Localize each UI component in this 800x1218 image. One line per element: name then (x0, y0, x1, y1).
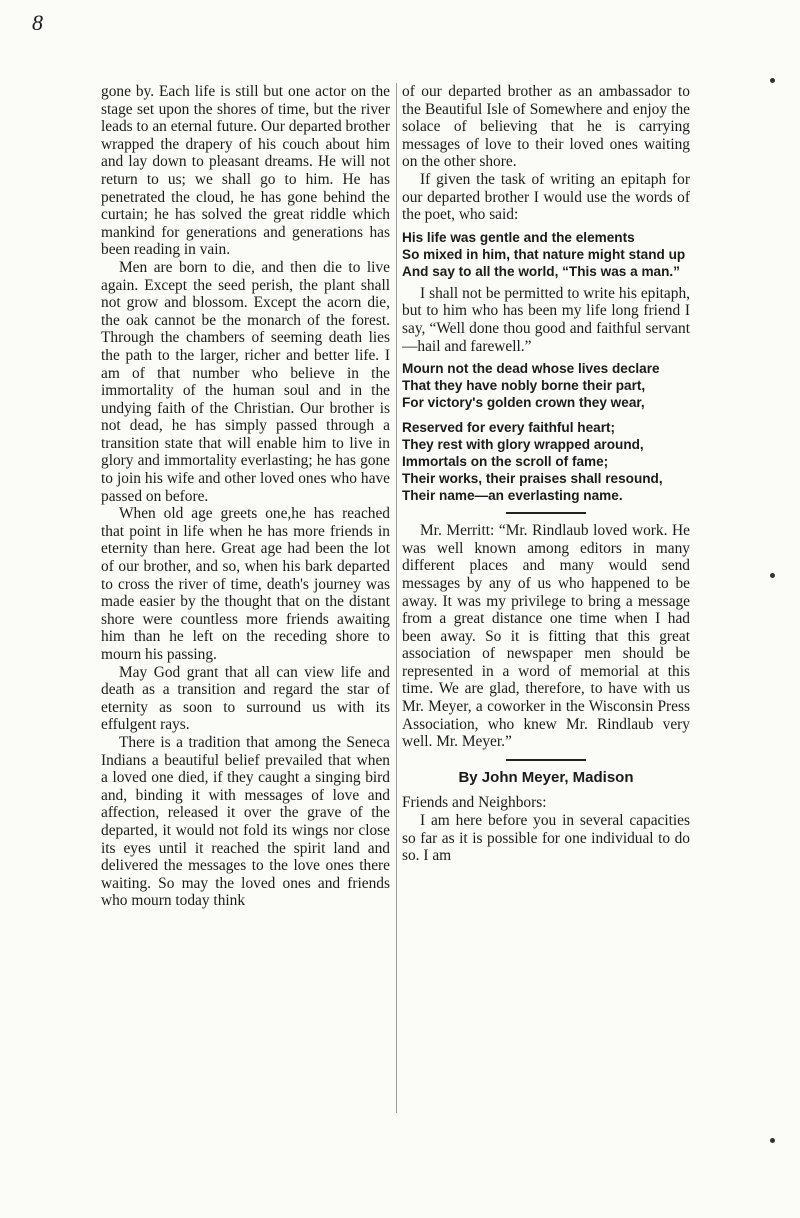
column-divider (396, 83, 397, 1113)
left-paragraph: May God grant that all can view life and death as a transition and regard the star of eternity as soon to surround us with its effulgent rays. (101, 663, 390, 734)
poem-line: Their name—an everlasting name. (402, 488, 623, 504)
right-paragraph: of our departed brother as an ambassador to the Beautiful Isle of Somewhere and enjoy the solace of believing that he is carrying messages of love to their loved ones waiting on the other shore. (402, 83, 690, 171)
salutation: Friends and Neighbors: (402, 794, 547, 812)
poem-line: That they have nobly borne their part, (402, 378, 646, 394)
page-number: 8 (32, 10, 43, 35)
section-separator (506, 512, 586, 514)
byline: By John Meyer, Madison (458, 768, 634, 786)
poem-line: Immortals on the scroll of fame; (402, 454, 609, 470)
poem-line: For victory's golden crown they wear, (402, 395, 645, 411)
poem-quote-2 (402, 360, 690, 504)
right-paragraph: Mr. Merritt: “Mr. Rindlaub loved work. He was well known among editors in many different places and many would send messages by any of us who happened to be away. It was my privilege to bring a message from a great distance one time when I had been away. So it is fitting that this great association of newspaper men should be represented in a word of memorial at this time. We are glad, therefore, to have with us Mr. Meyer, a coworker in the Wisconsin Press Association, who knew Mr. Rindlaub very well. Mr. Meyer.” (402, 522, 690, 751)
left-paragraph: gone by. Each life is still but one actor on the stage set upon the shores of time, but the river leads to an eternal future. Our departed brother wrapped the drapery of his couch about him and lay down to pleasant dreams. He will not return to us; we shall go to him. He has penetrated the cloud, he has gone behind the curtain; he has solved the great riddle which mankind for generations and generations has been reading in vain. (101, 83, 390, 259)
left-paragraph: Men are born to die, and then die to live again. Except the seed perish, the plant shall not grow and blossom. Except the acorn die, the oak cannot be the monarch of the forest. Through the chambers of seeming death lies the path to the larger, richer and better life. I am of that number who believe in the immortality of the human soul and in the undying faith of the Christian. Our brother is not dead, he has simply passed through a transition state that will enable him to live in glory and immortality everlasting; he has gone to join his wife and other loved ones who have passed on before. (101, 258, 390, 505)
binding-hole-mark (770, 1138, 775, 1143)
section-separator (506, 759, 586, 761)
binding-hole-mark (770, 78, 775, 83)
poem-line: His life was gentle and the elements (402, 229, 635, 245)
right-paragraph: I shall not be permitted to write his epitaph, but to him who has been my life long friend I say, “Well done thou good and faithful servant—hail and farewell.” (402, 284, 690, 355)
poem-quote-1 (402, 229, 690, 280)
stanza-gap (402, 411, 690, 419)
right-paragraph: If given the task of writing an epitaph for our departed brother I would use the words of the poet, who said: (402, 170, 690, 224)
right-paragraph: I am here before you in several capacities so far as it is possible for one individual to do so. I am (402, 812, 690, 865)
left-column (101, 83, 390, 910)
poem-line: Reserved for every faithful heart; (402, 420, 616, 436)
poem-line: Their works, their praises shall resound, (402, 471, 663, 487)
poem-line: Mourn not the dead whose lives declare (402, 361, 660, 377)
binding-hole-mark (770, 573, 775, 578)
poem-line: So mixed in him, that nature might stand up (402, 246, 686, 262)
left-paragraph: When old age greets one,he has reached that point in life when he has more friends in eternity than here. Great age had been the lot of our brother, and so, when his bark departed to cross the river of time, death's journey was made easier by the thought that on the distant shore were countless more friends awaiting him than he left on the receding shore to mourn his passing. (101, 505, 390, 663)
poem-line: They rest with glory wrapped around, (402, 437, 644, 453)
left-paragraph: There is a tradition that among the Seneca Indians a beautiful belief prevailed that when a loved one died, if they caught a singing bird and, binding it with messages of love and affection, released it over the grave of the departed, it would not fold its wings nor close its eyes until it reached the spirit land and delivered the messages to the love ones there waiting. So may the loved ones and friends who mourn today think (101, 733, 390, 910)
poem-line: And say to all the world, “This was a man.” (402, 263, 680, 279)
right-column (402, 83, 690, 865)
